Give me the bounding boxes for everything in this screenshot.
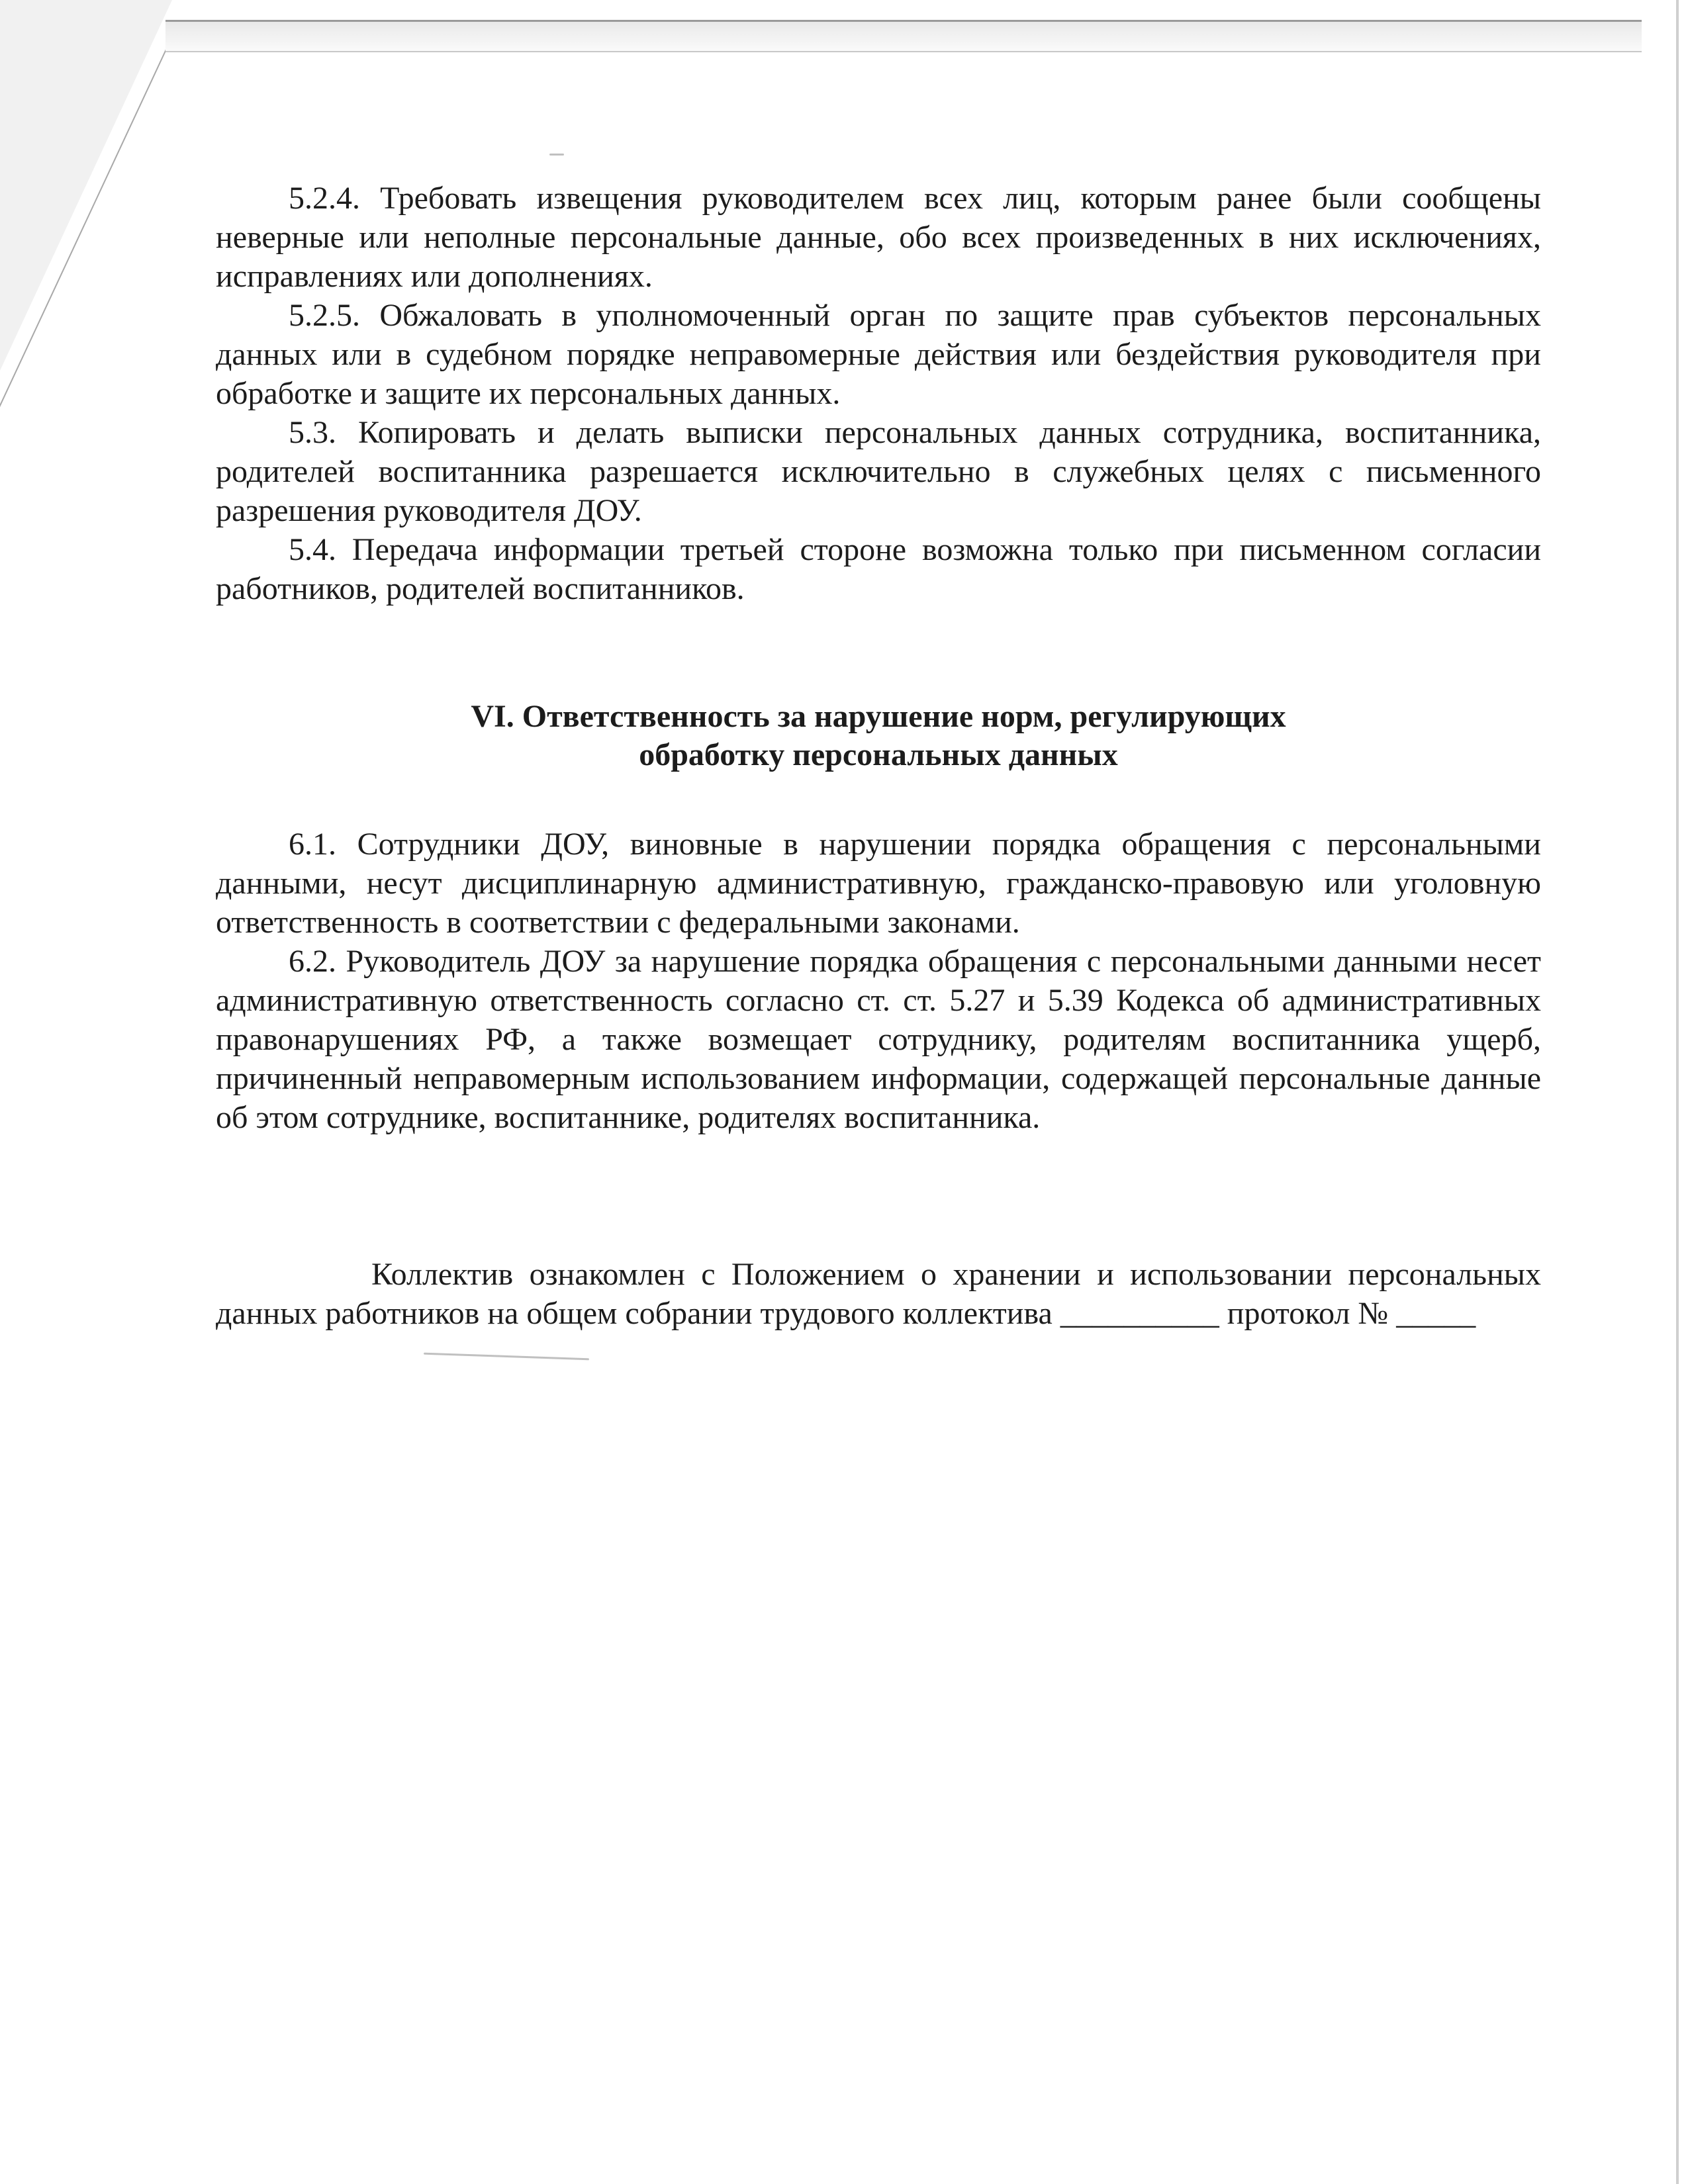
paragraph-5-3: 5.3. Копировать и делать выписки персональных данных сотрудника, воспитанника, родителей воспитанника разрешается исключительно в служебных целях с письменного разрешения руководителя ДОУ. (216, 415, 1541, 528)
paragraph-5-2-4: 5.2.4. Требовать извещения руководителем всех лиц, которым ранее были сообщены неверные или неполные персональные данные, обо всех произведенных в них исключениях, исправлениях или дополнениях. (216, 181, 1541, 294)
paragraph-5-2-5: 5.2.5. Обжаловать в уполномоченный орган по защите прав субъектов персональных данных или в судебном порядке неправомерные действия или бездействия руководителя при обработке и защите их персональных данных. (216, 298, 1541, 411)
page-right-edge (1676, 0, 1679, 2184)
section-vi-title (216, 698, 1541, 774)
paragraph-6-1: 6.1. Сотрудники ДОУ, виновные в нарушении порядка обращения с персональными данными, несут дисциплинарную административную, гражданско-правовую или уголовную ответственность в соответствии с федеральными законами. (216, 827, 1541, 940)
section-vi-title-line1: VI. Ответственность за нарушение норм, регулирующих (471, 699, 1286, 734)
acknowledgement-statement: Коллектив ознакомлен с Положением о хранении и использовании персональных данных работников на общем собрании трудового коллектива __________ протокол № _____ (216, 1257, 1541, 1331)
paragraph-6-2: 6.2. Руководитель ДОУ за нарушение порядка обращения с персональными данными несет административную ответственность согласно ст. ст. 5.27 и 5.39 Кодекса об административных правонарушениях РФ, а также возмещает сотруднику, родителям воспитанника ущерб, причиненный неправомерным использованием информации, содержащей персональные данные об этом сотруднике, воспитаннике, родителях воспитанника. (216, 944, 1541, 1135)
scan-smudge (424, 1353, 589, 1361)
stacked-pages-edge (165, 20, 1642, 52)
scan-smudge (549, 154, 564, 156)
paragraph-5-4: 5.4. Передача информации третьей стороне возможна только при письменном согласии работников, родителей воспитанников. (216, 532, 1541, 606)
section-vi-title-line2: обработку персональных данных (639, 737, 1118, 772)
document-body (216, 179, 1541, 1333)
folded-corner (0, 0, 172, 371)
